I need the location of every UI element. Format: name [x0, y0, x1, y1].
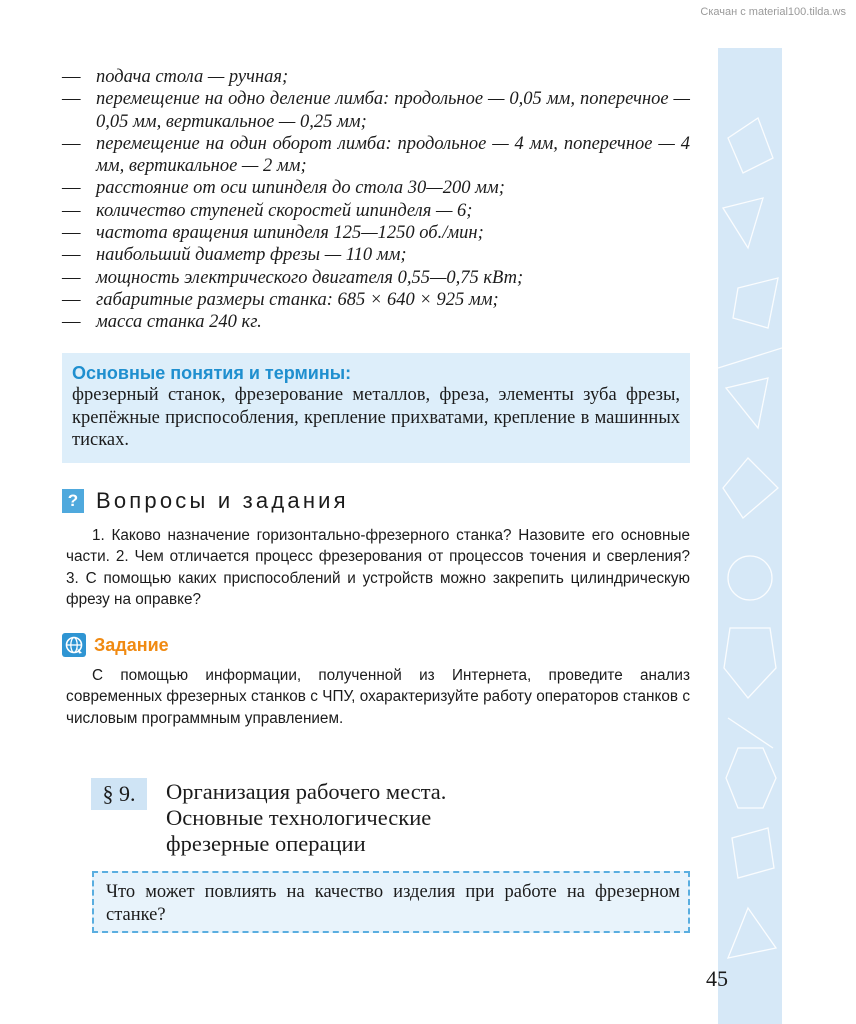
section-title-line: Основные технологические [166, 805, 432, 830]
task-header [62, 633, 169, 657]
intro-question-box: Что может повлиять на качество изделия при работе на фрезерном станке? [92, 871, 690, 933]
question-mark-icon: ? [62, 489, 84, 513]
list-item: — наибольший диаметр фрезы — 110 мм; [62, 244, 690, 266]
geometric-pattern-icon [718, 48, 782, 1024]
list-item: — масса станка 240 кг. [62, 311, 690, 333]
list-item: — габаритные размеры станка: 685 × 640 × 925 мм; [62, 289, 690, 311]
list-item: — перемещение на одно деление лимба: продольное — 0,05 мм, поперечное — 0,05 мм, вертикальное — 0,25 мм; [62, 88, 690, 133]
task-text: С помощью информации, полученной из Интернета, проведите анализ современных фрезерных станков с ЧПУ, охарактеризуйте работу операторов станков с числовым программным управлением. [66, 667, 690, 727]
key-terms-box [62, 353, 690, 463]
globe-icon [62, 633, 86, 657]
questions-title: Вопросы и задания [96, 488, 349, 513]
page-number: 45 [706, 966, 728, 991]
list-item: — подача стола — ручная; [62, 66, 690, 88]
questions-body [66, 525, 690, 610]
questions-header [62, 488, 349, 514]
watermark: Скачан с material100.tilda.ws [700, 6, 846, 18]
list-item: — частота вращения шпинделя 125—1250 об./мин; [62, 222, 690, 244]
list-item: — перемещение на один оборот лимба: продольное — 4 мм, поперечное — 4 мм, вертикальное — 2 мм; [62, 133, 690, 178]
list-item: — расстояние от оси шпинделя до стола 30—200 мм; [62, 177, 690, 199]
task-title: Задание [94, 634, 169, 655]
task-body [66, 665, 690, 729]
key-terms-text: фрезерный станок, фрезерование металлов, фреза, элементы зуба фрезы, крепёжные приспособления, крепление прихватами, крепление в машинных тисках. [72, 385, 680, 450]
section-number: § 9. [91, 778, 147, 810]
key-terms-title: Основные понятия и термины: [72, 363, 352, 383]
section-title [166, 779, 446, 857]
decorative-margin-band [718, 48, 782, 1024]
specs-list [62, 66, 690, 334]
list-item: — количество ступеней скоростей шпинделя — 6; [62, 200, 690, 222]
list-item: — мощность электрического двигателя 0,55—0,75 кВт; [62, 267, 690, 289]
section-title-line: фрезерные операции [166, 831, 366, 856]
section-title-line: Организация рабочего места. [166, 779, 447, 804]
questions-text: 1. Каково назначение горизонтально-фрезерного станка? Назовите его основные части. 2. Чем отличается процесс фрезерования от процессов точения и сверления? 3. С помощью каких приспособлений и устройств можно закрепить цилиндрическую фрезу на оправке? [66, 527, 690, 608]
